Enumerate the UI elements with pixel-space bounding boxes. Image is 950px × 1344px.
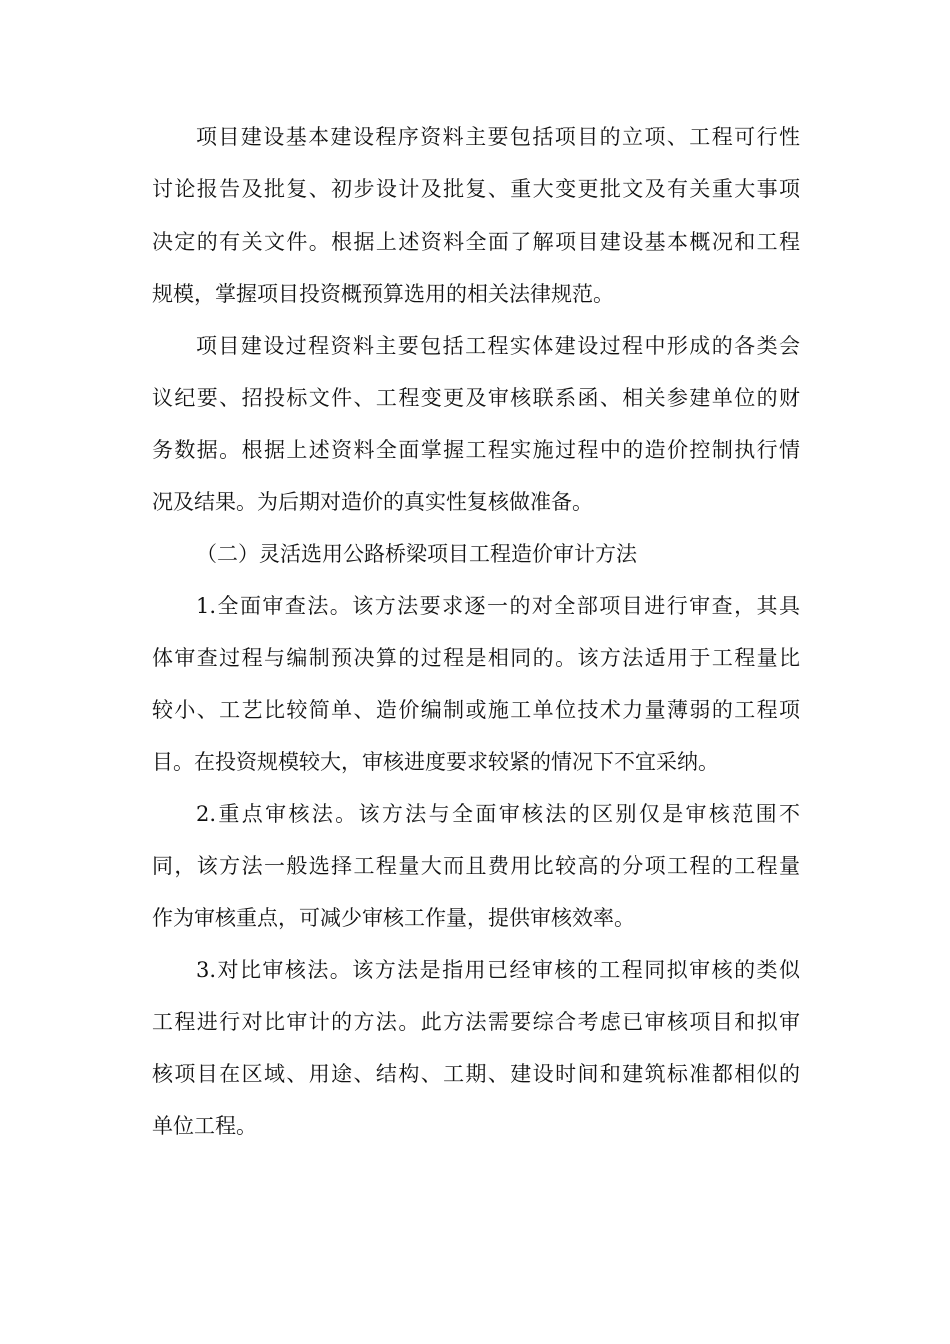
paragraph-2-line-1: 项目建设过程资料主要包括工程实体建设过程中形成的各类会	[196, 334, 800, 358]
paragraph-2-line-2: 议纪要、招投标文件、工程变更及审核联系函、相关参建单位的财	[152, 386, 800, 410]
paragraph-4-line-3: 作为审核重点，可减少审核工作量，提供审核效率。	[152, 906, 635, 930]
section-heading: （二）灵活选用公路桥梁项目工程造价审计方法	[196, 542, 637, 566]
paragraph-4-line-2: 同，该方法一般选择工程量大而且费用比较高的分项工程的工程量	[152, 854, 800, 878]
paragraph-5-line-4: 单位工程。	[152, 1114, 257, 1138]
paragraph-4-line-1: 2.重点审核法。该方法与全面审核法的区别仅是审核范围不	[196, 802, 800, 826]
paragraph-5-line-2: 工程进行对比审计的方法。此方法需要综合考虑已审核项目和拟审	[152, 1010, 800, 1034]
paragraph-1-line-2: 讨论报告及批复、初步设计及批复、重大变更批文及有关重大事项	[152, 177, 800, 201]
paragraph-3-line-4: 目。在投资规模较大，审核进度要求较紧的情况下不宜采纳。	[152, 750, 719, 774]
paragraph-5-line-3: 核项目在区域、用途、结构、工期、建设时间和建筑标准都相似的	[152, 1062, 800, 1086]
paragraph-5-line-1: 3.对比审核法。该方法是指用已经审核的工程同拟审核的类似	[196, 958, 800, 982]
paragraph-1-line-3: 决定的有关文件。根据上述资料全面了解项目建设基本概况和工程	[152, 230, 800, 254]
paragraph-2-line-4: 况及结果。为后期对造价的真实性复核做准备。	[152, 490, 593, 514]
paragraph-3-line-3: 较小、工艺比较简单、造价编制或施工单位技术力量薄弱的工程项	[152, 698, 800, 722]
paragraph-3-line-1: 1.全面审查法。该方法要求逐一的对全部项目进行审查，其具	[196, 594, 800, 618]
paragraph-2-line-3: 务数据。根据上述资料全面掌握工程实施过程中的造价控制执行情	[152, 438, 800, 462]
paragraph-1-line-4: 规模，掌握项目投资概预算选用的相关法律规范。	[152, 282, 614, 306]
paragraph-1-line-1: 项目建设基本建设程序资料主要包括项目的立项、工程可行性	[196, 125, 800, 149]
paragraph-3-line-2: 体审查过程与编制预决算的过程是相同的。该方法适用于工程量比	[152, 646, 800, 670]
